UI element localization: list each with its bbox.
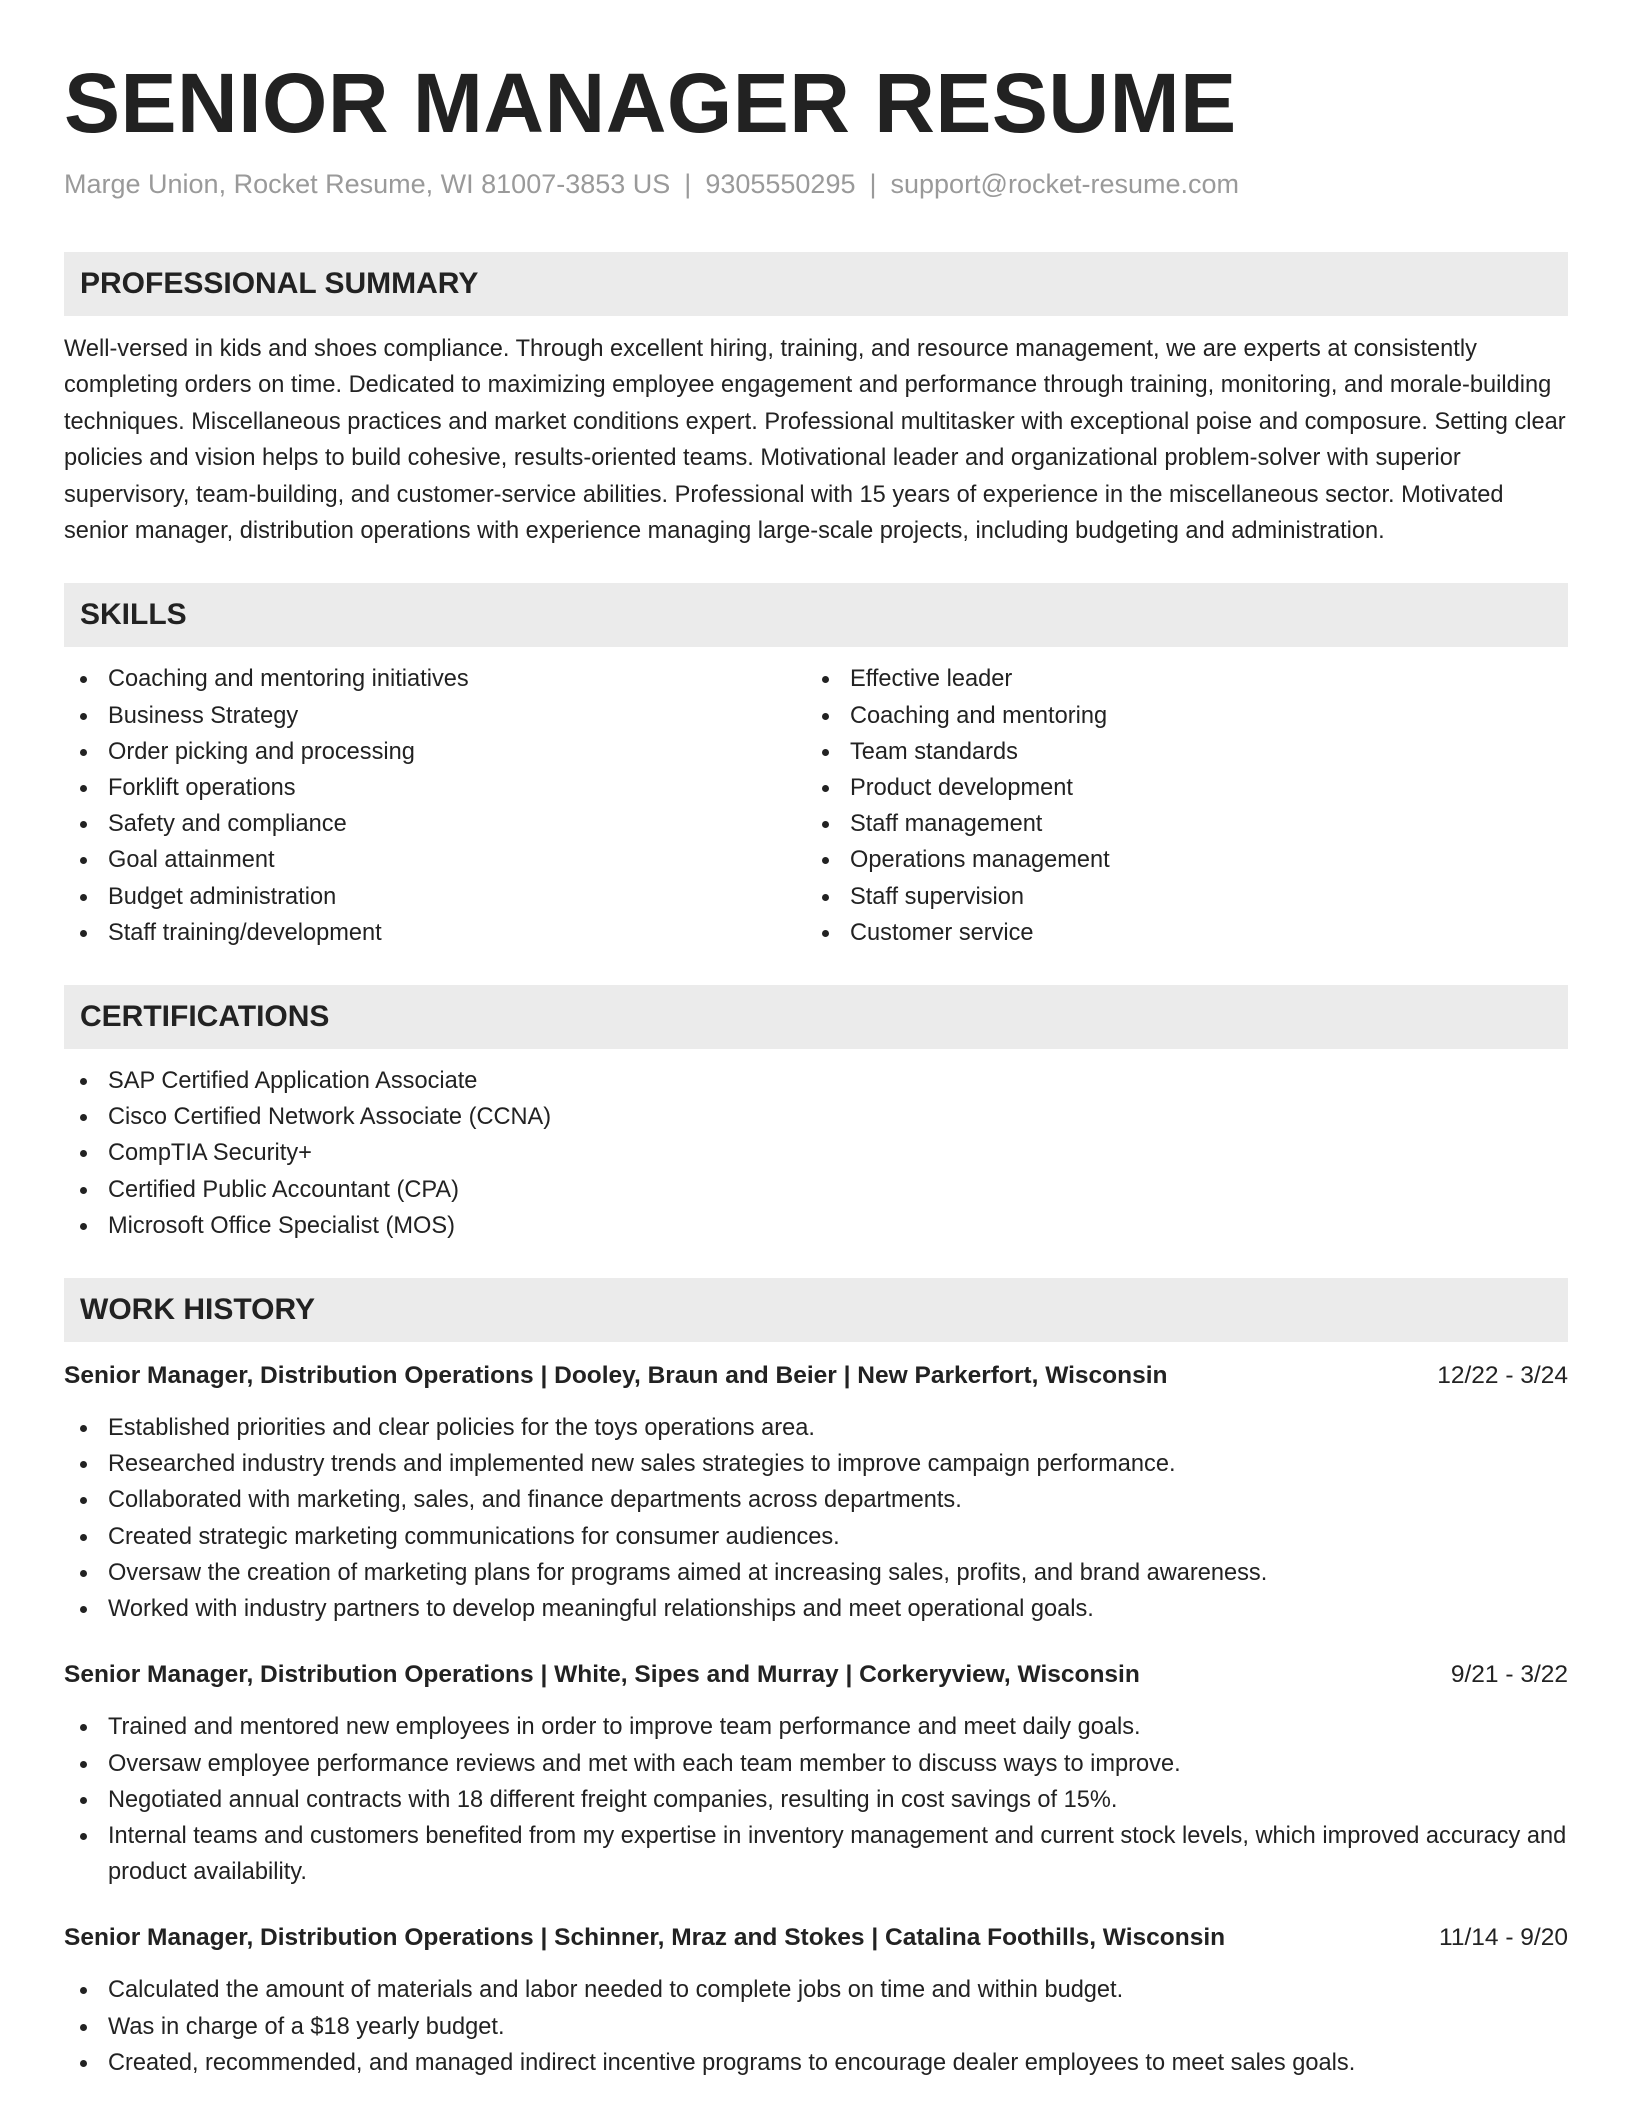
job-entry (64, 1358, 1568, 1627)
job-bullets (64, 1972, 1568, 2081)
skill-item: Customer service (806, 915, 1548, 951)
skill-item: Staff management (806, 806, 1548, 842)
contact-separator: | (684, 169, 692, 199)
job-bullet: Calculated the amount of materials and labor needed to complete jobs on time and within budget. (64, 1972, 1568, 2008)
resume-page (64, 0, 1568, 2081)
skill-item: Budget administration (64, 879, 806, 915)
skill-item: Order picking and processing (64, 734, 806, 770)
job-bullet: Trained and mentored new employees in order to improve team performance and meet daily goals. (64, 1709, 1568, 1745)
skills-heading: SKILLS (64, 583, 1568, 647)
contact-phone: 9305550295 (705, 169, 856, 199)
contact-email: support@rocket-resume.com (890, 169, 1240, 199)
certifications-list (64, 1063, 1568, 1244)
job-title: Senior Manager, Distribution Operations | Schinner, Mraz and Stokes | Catalina Foothills, Wisconsin (64, 1924, 1226, 1952)
certification-item: SAP Certified Application Associate (64, 1063, 1568, 1099)
job-header (64, 1920, 1568, 1956)
skill-item: Staff supervision (806, 879, 1548, 915)
job-bullet: Internal teams and customers benefited from my expertise in inventory management and current stock levels, which improved accuracy and product availability. (64, 1818, 1568, 1890)
job-bullets (64, 1709, 1568, 1890)
job-dates: 12/22 - 3/24 (1437, 1362, 1568, 1390)
contact-separator: | (869, 169, 877, 199)
skill-item: Team standards (806, 734, 1548, 770)
skill-item: Business Strategy (64, 698, 806, 734)
certification-item: Certified Public Accountant (CPA) (64, 1172, 1568, 1208)
skills-column-right (806, 661, 1548, 951)
job-dates: 9/21 - 3/22 (1450, 1661, 1568, 1689)
job-dates: 11/14 - 9/20 (1439, 1924, 1568, 1952)
job-entry (64, 1920, 1568, 2081)
job-bullet: Researched industry trends and implemented new sales strategies to improve campaign performance. (64, 1446, 1568, 1482)
job-bullet: Established priorities and clear policies for the toys operations area. (64, 1410, 1568, 1446)
job-entry (64, 1657, 1568, 1890)
skill-item: Effective leader (806, 661, 1548, 697)
certification-item: CompTIA Security+ (64, 1135, 1568, 1171)
contact-address: Marge Union, Rocket Resume, WI 81007-3853 US (64, 169, 671, 199)
skill-item: Safety and compliance (64, 806, 806, 842)
skill-item: Product development (806, 770, 1548, 806)
skill-item: Goal attainment (64, 842, 806, 878)
job-bullet: Created, recommended, and managed indirect incentive programs to encourage dealer employees to meet sales goals. (64, 2045, 1568, 2081)
skill-item: Coaching and mentoring (806, 698, 1548, 734)
job-bullet: Was in charge of a $18 yearly budget. (64, 2009, 1568, 2045)
summary-heading: PROFESSIONAL SUMMARY (64, 252, 1568, 316)
job-title: Senior Manager, Distribution Operations | White, Sipes and Murray | Corkeryview, Wisconsin (64, 1661, 1140, 1689)
summary-text: Well-versed in kids and shoes compliance. Through excellent hiring, training, and resource management, we are experts at consistently completing orders on time. Dedicated to maximizing employee engagement and performance through training, monitoring, and morale-building techniques. Miscellaneous practices and market conditions expert. Professional multitasker with exceptional poise and composure. Setting clear policies and vision helps to build cohesive, results-oriented teams. Motivational leader and organizational problem-solver with superior supervisory, team-building, and customer-service abilities. Professional with 15 years of experience in the miscellaneous sector. Motivated senior manager, distribution operations with experience managing large-scale projects, including budgeting and administration. (64, 336, 1566, 545)
job-bullet: Collaborated with marketing, sales, and finance departments across departments. (64, 1482, 1568, 1518)
certification-item: Microsoft Office Specialist (MOS) (64, 1208, 1568, 1244)
skill-item: Operations management (806, 842, 1548, 878)
skill-item: Staff training/development (64, 915, 806, 951)
job-bullet: Oversaw the creation of marketing plans for programs aimed at increasing sales, profits, and brand awareness. (64, 1555, 1568, 1591)
certifications-heading: CERTIFICATIONS (64, 985, 1568, 1049)
job-title: Senior Manager, Distribution Operations | Dooley, Braun and Beier | New Parkerfort, Wisconsin (64, 1362, 1168, 1390)
job-bullets (64, 1410, 1568, 1627)
skills-column-left (64, 661, 806, 951)
job-bullet: Oversaw employee performance reviews and met with each team member to discuss ways to improve. (64, 1746, 1568, 1782)
work-history-heading: WORK HISTORY (64, 1278, 1568, 1342)
job-bullet: Worked with industry partners to develop meaningful relationships and meet operational goals. (64, 1591, 1568, 1627)
job-header (64, 1657, 1568, 1693)
job-header (64, 1358, 1568, 1394)
skills-list (64, 661, 1568, 951)
skill-item: Forklift operations (64, 770, 806, 806)
job-bullet: Negotiated annual contracts with 18 different freight companies, resulting in cost savings of 15%. (64, 1782, 1568, 1818)
certification-item: Cisco Certified Network Associate (CCNA) (64, 1099, 1568, 1135)
skill-item: Coaching and mentoring initiatives (64, 661, 806, 697)
job-bullet: Created strategic marketing communications for consumer audiences. (64, 1519, 1568, 1555)
contact-line (64, 164, 1568, 204)
resume-title: SENIOR MANAGER RESUME (64, 56, 1237, 150)
